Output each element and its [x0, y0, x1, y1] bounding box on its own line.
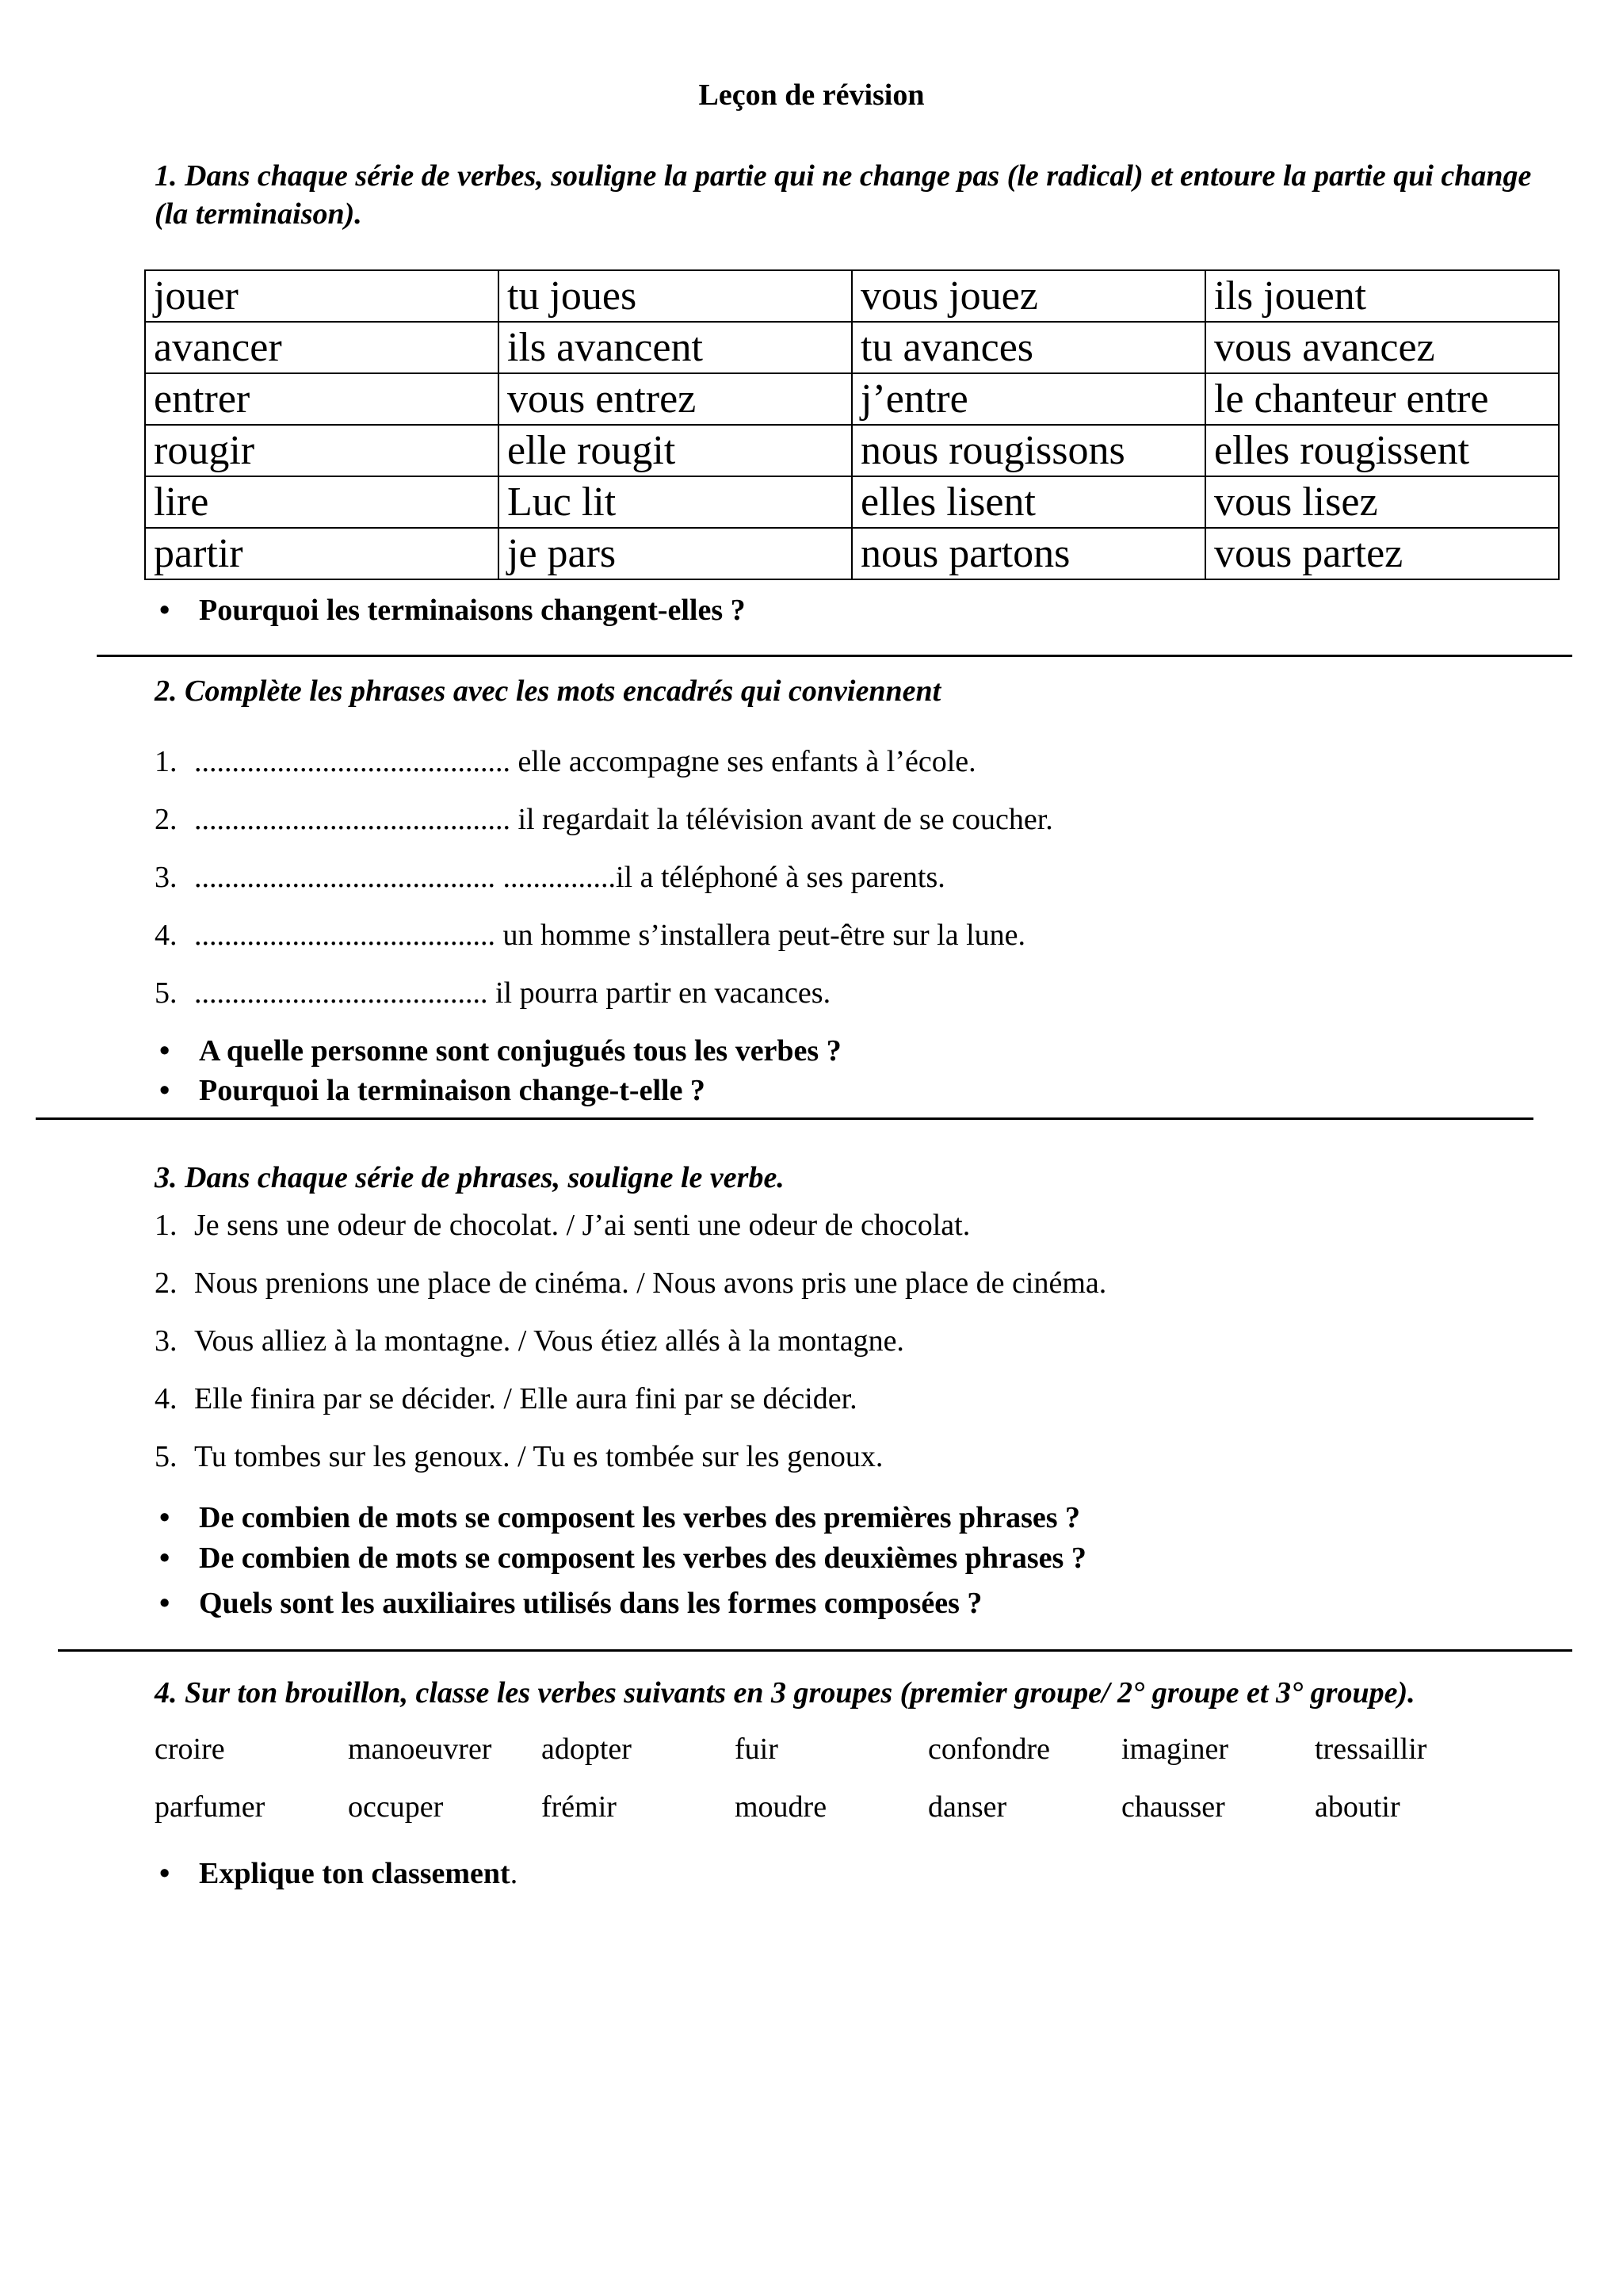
table-cell: vous avancez	[1205, 322, 1559, 373]
verb-word: confondre	[928, 1733, 1051, 1766]
list-item: 1. Je sens une odeur de chocolat. / J’ai senti une odeur de chocolat.	[155, 1209, 971, 1242]
bullet-icon: •	[159, 594, 170, 627]
section-divider	[36, 1117, 1533, 1120]
bullet-icon: •	[159, 1541, 170, 1575]
list-item: 4. ........................................ un homme s’installera peut-être sur la lune.	[155, 919, 1026, 952]
table-cell: tu joues	[498, 270, 852, 322]
q2-heading: 2. Complète les phrases avec les mots encadrés qui conviennent	[155, 674, 941, 708]
verb-word: occuper	[348, 1790, 444, 1824]
table-cell: lire	[145, 476, 498, 528]
bullet-icon: •	[159, 1857, 170, 1890]
verb-word: danser	[928, 1790, 1007, 1824]
bullet-icon: •	[159, 1034, 170, 1068]
q1-heading: 1. Dans chaque série de verbes, souligne la partie qui ne change pas (le radical) et entoure la partie qui change (la terminaison).	[155, 159, 1532, 231]
section-divider	[58, 1649, 1572, 1652]
table-row	[145, 528, 1559, 579]
table-cell: rougir	[145, 425, 498, 476]
verb-word: manoeuvrer	[348, 1733, 492, 1766]
q3-bullet: • De combien de mots se composent les verbes des deuxièmes phrases ?	[155, 1539, 1086, 1577]
q3-heading: 3. Dans chaque série de phrases, souligne le verbe.	[155, 1161, 785, 1194]
table-cell: nous partons	[852, 528, 1205, 579]
table-cell: je pars	[498, 528, 852, 579]
list-item: 1. .......................................... elle accompagne ses enfants à l’école.	[155, 745, 976, 778]
table-cell: le chanteur entre	[1205, 373, 1559, 425]
verb-word: moudre	[735, 1790, 827, 1824]
verb-word: parfumer	[155, 1790, 265, 1824]
list-item: 2. .......................................... il regardait la télévision avant de se coucher.	[155, 803, 1053, 836]
list-item: 4. Elle finira par se décider. / Elle aura fini par se décider.	[155, 1382, 857, 1415]
q2-bullet: • Pourquoi la terminaison change-t-elle ?	[155, 1072, 705, 1110]
table-row	[145, 373, 1559, 425]
q4-heading: 4. Sur ton brouillon, classe les verbes suivants en 3 groupes (premier groupe/ 2° groupe et 3° groupe).	[155, 1676, 1415, 1710]
table-cell: nous rougissons	[852, 425, 1205, 476]
table-cell: Luc lit	[498, 476, 852, 528]
table-cell: vous entrez	[498, 373, 852, 425]
verb-word: imaginer	[1121, 1733, 1229, 1766]
table-cell: vous partez	[1205, 528, 1559, 579]
verb-word: aboutir	[1315, 1790, 1400, 1824]
table-cell: partir	[145, 528, 498, 579]
q3-bullet: • De combien de mots se composent les verbes des premières phrases ?	[155, 1499, 1080, 1537]
page-title: Leçon de révision	[698, 78, 925, 112]
list-item: 5. Tu tombes sur les genoux. / Tu es tombée sur les genoux.	[155, 1440, 884, 1473]
verb-word: frémir	[541, 1790, 617, 1824]
q4-bullet: • Explique ton classement.	[155, 1855, 517, 1893]
table-cell: ils jouent	[1205, 270, 1559, 322]
table-cell: vous lisez	[1205, 476, 1559, 528]
table-row	[145, 270, 1559, 322]
verb-table	[144, 269, 1560, 580]
list-item: 3. ........................................ ...............il a téléphoné à ses parents.	[155, 861, 945, 894]
table-cell: elle rougit	[498, 425, 852, 476]
table-cell: j’entre	[852, 373, 1205, 425]
bullet-icon: •	[159, 1074, 170, 1107]
list-item: 2. Nous prenions une place de cinéma. / Nous avons pris une place de cinéma.	[155, 1266, 1107, 1300]
table-cell: avancer	[145, 322, 498, 373]
section-divider	[97, 655, 1572, 657]
verb-word: chausser	[1121, 1790, 1225, 1824]
table-cell: tu avances	[852, 322, 1205, 373]
table-row	[145, 322, 1559, 373]
bullet-icon: •	[159, 1501, 170, 1534]
table-cell: elles rougissent	[1205, 425, 1559, 476]
list-item: 3. Vous alliez à la montagne. / Vous étiez allés à la montagne.	[155, 1324, 904, 1358]
bullet-icon: •	[159, 1587, 170, 1620]
verb-word: tressaillir	[1315, 1733, 1427, 1766]
verb-word: fuir	[735, 1733, 778, 1766]
table-row	[145, 476, 1559, 528]
table-cell: vous jouez	[852, 270, 1205, 322]
verb-word: adopter	[541, 1733, 632, 1766]
table-cell: ils avancent	[498, 322, 852, 373]
table-row	[145, 425, 1559, 476]
q2-bullet: • A quelle personne sont conjugués tous les verbes ?	[155, 1032, 842, 1070]
q3-bullet: • Quels sont les auxiliaires utilisés dans les formes composées ?	[155, 1584, 982, 1622]
verb-word: croire	[155, 1733, 225, 1766]
list-item: 5. ....................................... il pourra partir en vacances.	[155, 976, 831, 1010]
table-cell: elles lisent	[852, 476, 1205, 528]
table-cell: entrer	[145, 373, 498, 425]
q1-bullet: • Pourquoi les terminaisons changent-elles ?	[155, 591, 746, 629]
table-cell: jouer	[145, 270, 498, 322]
